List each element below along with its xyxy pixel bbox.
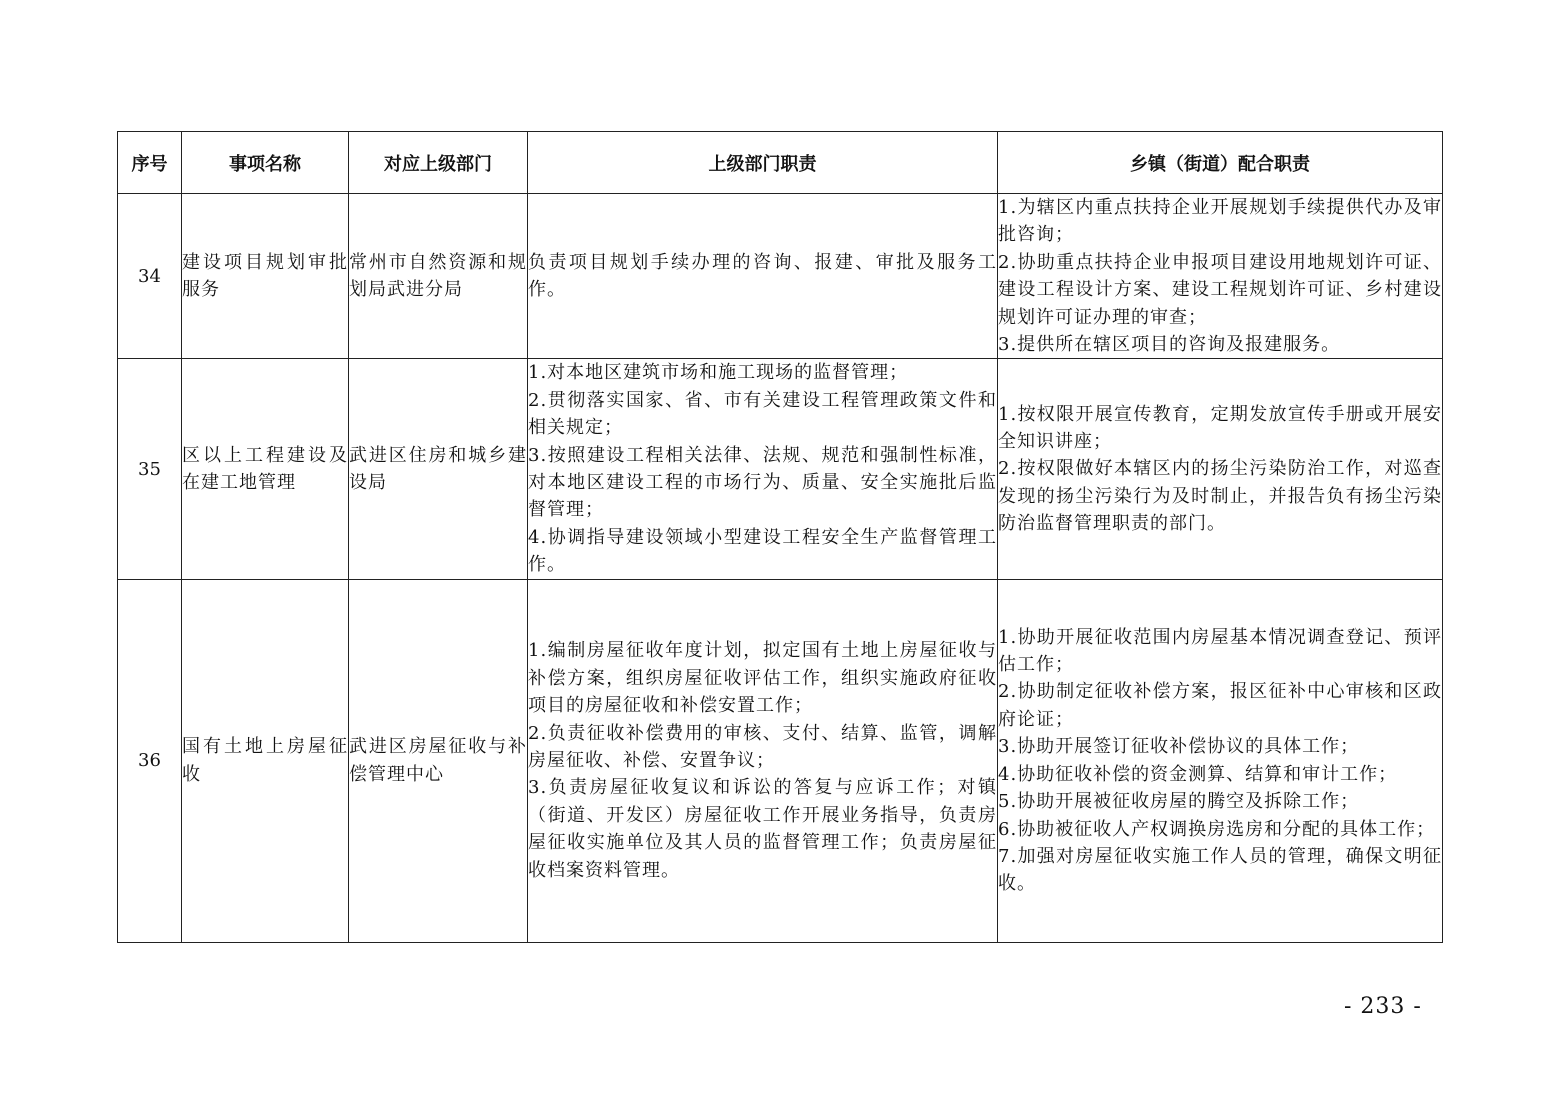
dept-duty-line: 负责项目规划手续办理的咨询、报建、审批及服务工作。 <box>528 251 997 301</box>
town-duty-line: 1.为辖区内重点扶持企业开展规划手续提供代办及审批咨询； <box>998 197 1442 246</box>
row-item-name <box>182 579 349 942</box>
dept-duty-line: 3.按照建设工程相关法律、法规、规范和强制性标准，对本地区建设工程的市场行为、质量、安全实施批后监督管理； <box>528 444 997 521</box>
row-dept-duty <box>528 194 998 359</box>
row-dept <box>349 194 528 359</box>
town-duty-line: 5.协助开展被征收房屋的腾空及拆除工作； <box>998 791 1360 813</box>
item-name-text: 建设项目规划审批服务 <box>182 251 348 301</box>
header-dept: 对应上级部门 <box>349 132 528 194</box>
town-duty-line: 2.协助制定征收补偿方案，报区征补中心审核和区政府论证； <box>998 681 1442 730</box>
row-dept <box>349 579 528 942</box>
header-town-duty: 乡镇（街道）配合职责 <box>998 132 1443 194</box>
dept-duty-line: 4.协调指导建设领域小型建设工程安全生产监督管理工作。 <box>528 526 997 576</box>
row-town-duty <box>998 359 1443 579</box>
row-seq: 36 <box>118 579 182 942</box>
table-row <box>118 579 1443 942</box>
row-dept <box>349 359 528 579</box>
town-duty-line: 3.提供所在辖区项目的咨询及报建服务。 <box>998 334 1341 356</box>
dept-text: 常州市自然资源和规划局武进分局 <box>349 251 527 301</box>
dept-text: 武进区房屋征收与补偿管理中心 <box>349 736 527 785</box>
row-town-duty <box>998 579 1443 942</box>
duty-table <box>117 131 1443 943</box>
town-duty-line: 7.加强对房屋征收实施工作人员的管理，确保文明征收。 <box>998 845 1442 895</box>
dept-duty-line: 2.贯彻落实国家、省、市有关建设工程管理政策文件和相关规定； <box>528 389 997 439</box>
town-duty-line: 6.协助被征收人产权调换房选房和分配的具体工作； <box>998 818 1436 840</box>
row-item-name <box>182 194 349 359</box>
dept-text: 武进区住房和城乡建设局 <box>349 444 527 494</box>
header-dept-duty: 上级部门职责 <box>528 132 998 194</box>
item-name-text: 国有土地上房屋征收 <box>182 736 348 785</box>
item-name-text: 区以上工程建设及在建工地管理 <box>182 444 348 494</box>
town-duty-line: 4.协助征收补偿的资金测算、结算和审计工作； <box>998 763 1398 785</box>
town-duty-line: 1.按权限开展宣传教育，定期发放宣传手册或开展安全知识讲座； <box>998 403 1442 452</box>
town-duty-line: 2.按权限做好本辖区内的扬尘污染防治工作，对巡查发现的扬尘污染行为及时制止，并报告负有扬尘污染防治监督管理职责的部门。 <box>998 458 1442 535</box>
row-seq: 35 <box>118 359 182 579</box>
page-number: - 233 - <box>1344 994 1422 1019</box>
row-dept-duty <box>528 579 998 942</box>
dept-duty-line: 1.编制房屋征收年度计划，拟定国有土地上房屋征收与补偿方案，组织房屋征收评估工作，组织实施政府征收项目的房屋征收和补偿安置工作； <box>528 640 997 717</box>
table-row <box>118 194 1443 359</box>
row-item-name <box>182 359 349 579</box>
table-row <box>118 359 1443 579</box>
town-duty-line: 3.协助开展签订征收补偿协议的具体工作； <box>998 736 1360 758</box>
row-town-duty <box>998 194 1443 359</box>
header-seq: 序号 <box>118 132 182 194</box>
row-dept-duty <box>528 359 998 579</box>
dept-duty-line: 2.负责征收补偿费用的审核、支付、结算、监管，调解房屋征收、补偿、安置争议； <box>528 722 997 771</box>
dept-duty-line: 3.负责房屋征收复议和诉讼的答复与应诉工作；对镇（街道、开发区）房屋征收工作开展业务指导，负责房屋征收实施单位及其人员的监督管理工作；负责房屋征收档案资料管理。 <box>528 777 997 881</box>
town-duty-line: 2.协助重点扶持企业申报项目建设用地规划许可证、建设工程设计方案、建设工程规划许可证、乡村建设规划许可证办理的审查； <box>998 251 1442 328</box>
header-row <box>118 132 1443 194</box>
row-seq: 34 <box>118 194 182 359</box>
dept-duty-line: 1.对本地区建筑市场和施工现场的监督管理； <box>528 362 909 384</box>
header-item-name: 事项名称 <box>182 132 349 194</box>
town-duty-line: 1.协助开展征收范围内房屋基本情况调查登记、预评估工作； <box>998 626 1442 676</box>
